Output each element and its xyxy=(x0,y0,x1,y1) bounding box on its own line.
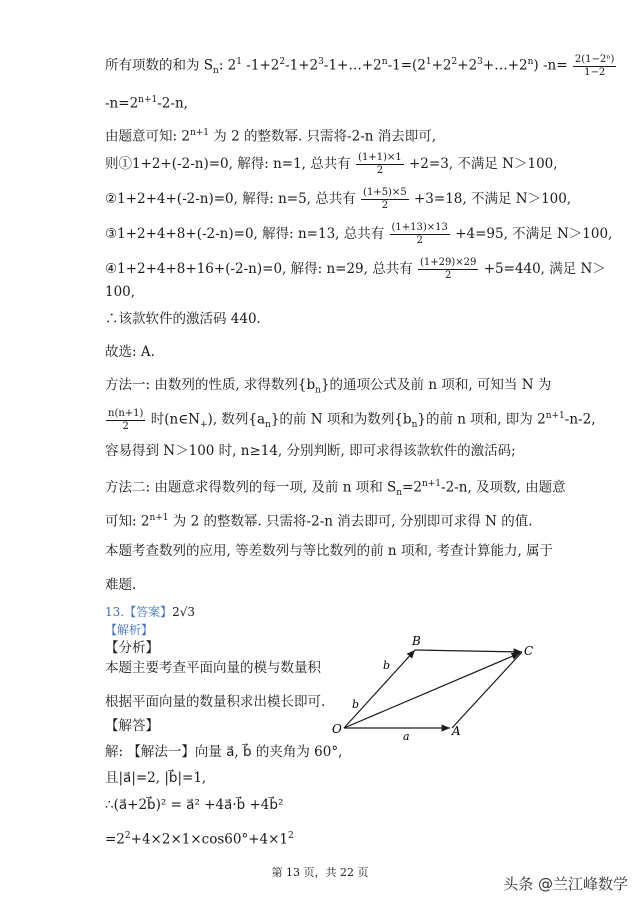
solution-4: $=2^2+4\times 2\times 1\times\cos 60^\circ+4\times 1^2$ xyxy=(105,831,294,848)
condition-line: 由题意可知: $2^{n+1}$ 为 2 的整数幂. 只需将-2-n 消去即可, xyxy=(105,128,437,145)
analysis-tag: 【解析】 xyxy=(105,623,154,637)
fenxi-text-1: 本题主要考查平面向量的模与数量积 xyxy=(105,660,321,676)
label-C: C xyxy=(524,644,534,658)
solution-1: 解: 【解法一】向量 a⃗, b⃗ 的夹角为 60°, xyxy=(105,744,343,760)
conclusion: ∴该款软件的激活码 440. xyxy=(105,311,261,327)
label-B: B xyxy=(412,634,421,648)
method-1: 方法一: 由数列的性质, 求得数列$\{b_n\}$的通项公式及前 n 项和, 可知当 N 为 xyxy=(105,377,552,396)
vector-bc xyxy=(415,650,522,652)
watermark: 头条 @兰江峰数学 xyxy=(503,875,628,893)
label-A: A xyxy=(452,724,461,738)
jieda-heading: 【解答】 xyxy=(105,718,159,734)
solution-2: 且|a⃗|=2, |b⃗|=1, xyxy=(105,770,207,786)
label-O: O xyxy=(332,722,342,736)
vector-oc xyxy=(344,653,520,728)
choice: 故选: A. xyxy=(105,344,155,360)
method-1-c: 容易得到 N＞100 时, n≥14, 分别判断, 即可求得该款软件的激活码; xyxy=(105,443,516,459)
case-4-cont: 100, xyxy=(105,284,136,300)
question-13: 13.【答案】2√3 xyxy=(105,605,196,619)
method-2: 方法二: 由题意求得数列的每一项, 及前 n 项和 $S_n=2^{n+1}-2-n$, 及项数, 由题意 xyxy=(105,479,566,499)
method-2-b: 可知: $2^{n+1}$ 为 2 的整数幂. 只需将-2-n 消去即可, 分别即可求得 N 的值. xyxy=(105,513,533,530)
case-3: ③1+2+4+8+(-2-n)=0, 解得: n=13, 总共有 $\frac{(1+13)\times 13}{2}$ +4=95, 不满足 N＞100, xyxy=(105,222,613,246)
label-b-upper: b xyxy=(383,659,391,672)
sum-line: 所有项数的和为 $S_n$: $2^1$ $-1+2^2-1+2^3-1+\dots+2^n-1=(2^1+2^2+2^3+\dots+2^n)$ -n= $\frac{\text{2(1−2ⁿ)}}{1-2}$ xyxy=(105,53,615,78)
label-a: a xyxy=(403,730,410,740)
fenxi-text-2: 根据平面向量的数量积求出模长即可. xyxy=(105,694,326,710)
case-4: ④1+2+4+8+16+(-2-n)=0, 解得: n=29, 总共有 $\frac{(1+29)\times 29}{2}$ +5=440, 满足 N＞ xyxy=(105,257,606,281)
solution-3: ∴(a⃗+2b⃗)² = a⃗² +4a⃗·b⃗ +4b⃗² xyxy=(105,797,284,813)
fraction: $\frac{\text{2(1−2ⁿ)}}{1-2}$ xyxy=(574,53,615,78)
sum-line-2: $-n=2^{n+1}-2-n$, xyxy=(105,95,188,112)
summary-2: 难题. xyxy=(105,577,137,593)
method-1-b: $\frac{n(n+1)}{2}$ 时$(n\in N_+)$, 数列$\{a_n\}$的前 N 项和为数列$\{b_n\}$的前 n 项和, 即为 $2^{n+1}-n-2$, xyxy=(108,407,596,432)
label-b-lower: b xyxy=(352,698,360,711)
case-2: ②1+2+4+(-2-n)=0, 解得: n=5, 总共有 $\frac{(1+5)\times 5}{2}$ +3=18, 不满足 N＞100, xyxy=(105,187,572,211)
segment-ac xyxy=(452,652,522,728)
page-footer: 第 13 页，共 22 页 xyxy=(271,866,369,879)
summary-1: 本题考查数列的应用, 等差数列与等比数列的前 n 项和, 考查计算能力, 属于 xyxy=(105,543,554,559)
vector-parallelogram-diagram xyxy=(330,625,550,740)
vector-ob xyxy=(344,650,415,728)
case-1: 则①1+2+(-2-n)=0, 解得: n=1, 总共有 $\frac{(1+1)\times 1}{2}$ +2=3, 不满足 N＞100, xyxy=(105,152,558,176)
fenxi-heading: 【分析】 xyxy=(105,640,159,656)
